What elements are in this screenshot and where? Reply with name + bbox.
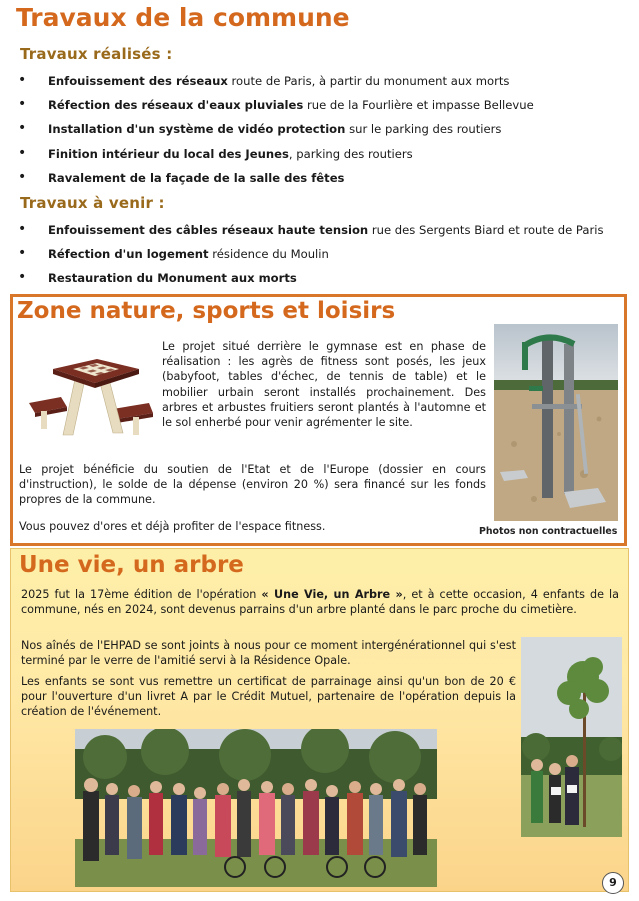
vie-paragraph-1: 2025 fut la 17ème édition de l'opération « Une Vie, un Arbre », et à cette occasion, 4 enfants de la commune, nés en 2024, sont devenus parrains d'un arbre planté dans le parc proche du cimetière.: [21, 588, 619, 617]
fitness-equipment-photo: [494, 324, 618, 521]
list-item: • Enfouissement des câbles réseaux haute tension rue des Sergents Biard et route de Paris: [18, 222, 628, 246]
chess-table-illustration: [27, 351, 155, 439]
vie-paragraph-3: Les enfants se sont vus remettre un certificat de parrainage ainsi qu'un bon de 20 € pour l'ouverture d'un livret A par le Crédit Mutuel, partenaire de l'opération depuis la création de l'événement.: [21, 675, 516, 719]
une-vie-un-arbre-section: [10, 548, 629, 892]
list-item: • Enfouissement des réseaux route de Paris, à partir du monument aux morts: [18, 73, 628, 97]
zone-nature-section: [10, 294, 627, 546]
page-title: Travaux de la commune: [16, 3, 350, 32]
page-number: 9: [602, 872, 624, 894]
zone-paragraph-2: Le projet bénéficie du soutien de l'Etat et de l'Europe (dossier en cours d'instruction), le solde de la dépense (environ 20 %) sera financé sur les fonds propres de la commune.: [19, 463, 486, 507]
zone-paragraph-3: Vous pouvez d'ores et déjà profiter de l'espace fitness.: [19, 520, 326, 533]
group-photo: [75, 729, 437, 887]
tree-planting-photo: [521, 637, 622, 837]
list-item: • Réfection d'un logement résidence du Moulin: [18, 246, 628, 270]
travaux-realises-heading: Travaux réalisés :: [20, 45, 173, 63]
list-item: • Installation d'un système de vidéo protection sur le parking des routiers: [18, 121, 628, 145]
travaux-realises-list: [18, 73, 628, 194]
travaux-venir-heading: Travaux à venir :: [20, 194, 165, 212]
vie-title: Une vie, un arbre: [19, 552, 244, 578]
list-item: • Finition intérieur du local des Jeunes, parking des routiers: [18, 146, 628, 170]
list-item: • Réfection des réseaux d'eaux pluviales rue de la Fourlière et impasse Bellevue: [18, 97, 628, 121]
travaux-venir-list: [18, 222, 628, 295]
zone-title: Zone nature, sports et loisirs: [17, 298, 396, 324]
photo-caption: Photos non contractuelles: [479, 526, 618, 537]
vie-paragraph-2: Nos aînés de l'EHPAD se sont joints à nous pour ce moment intergénérationnel qui s'est terminé par le verre de l'amitié servi à la Résidence Opale.: [21, 639, 516, 668]
list-item: • Restauration du Monument aux morts: [18, 270, 628, 294]
zone-paragraph-1: Le projet situé derrière le gymnase est en phase de réalisation : les agrès de fitness sont posés, les jeux (babyfoot, tables d'échec, de tennis de table) et le mobilier urbain seront installés prochainement. Des arbres et arbustes fruitiers seront plantés à l'automne et le sol enherbé pour venir agrémenter le site.: [162, 340, 486, 430]
list-item: • Ravalement de la façade de la salle des fêtes: [18, 170, 628, 194]
